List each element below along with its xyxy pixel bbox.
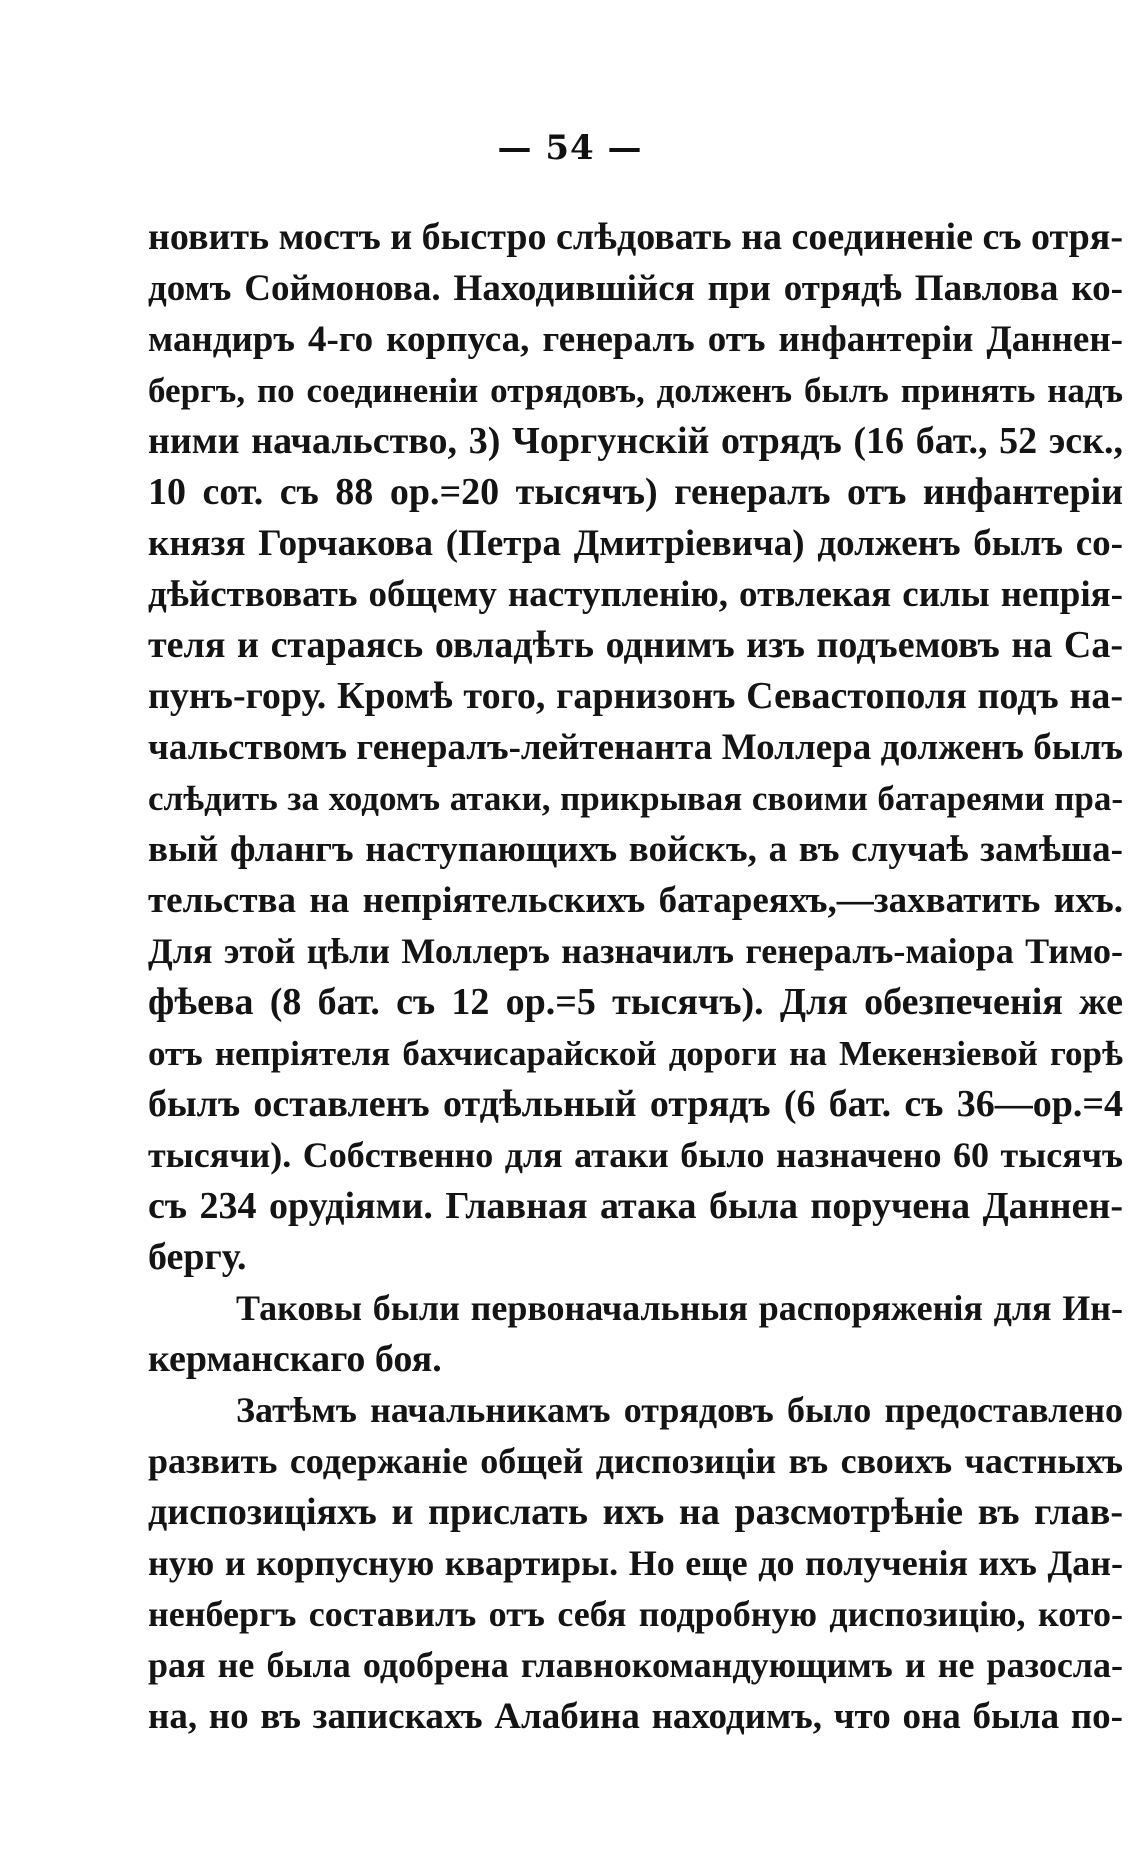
text-line: пунъ-гору. Кромѣ того, гарнизонъ Севастополя подъ на-	[148, 675, 1123, 717]
text-line: Затѣмъ начальникамъ отрядовъ было предоставлено	[236, 1390, 1123, 1430]
text-line: рая не была одобрена главнокомандующимъ и не разосла-	[148, 1645, 1123, 1685]
text-line: чальствомъ генералъ-лейтенанта Моллера долженъ былъ	[148, 727, 1123, 768]
text-line: тельства на непріятельскихъ батареяхъ,—захватить ихъ.	[148, 880, 1123, 921]
text-line: тысячи). Собственно для атаки было назначено 60 тысячъ	[148, 1135, 1123, 1175]
text-line: былъ оставленъ отдѣльный отрядъ (6 бат. съ 36—ор.=4	[148, 1083, 1123, 1125]
text-line: ную и корпусную квартиры. Но еще до полученія ихъ Дан-	[148, 1543, 1123, 1583]
text-line: керманскаго боя.	[148, 1338, 442, 1380]
text-line: развить содержаніе общей диспозиціи въ своихъ частныхъ	[148, 1441, 1123, 1481]
text-line: бергу.	[148, 1236, 247, 1278]
text-line: 10 сот. съ 88 ор.=20 тысячъ) генералъ отъ инфантеріи	[148, 471, 1123, 513]
text-line: князя Горчакова (Петра Дмитріевича) долженъ былъ со-	[148, 523, 1123, 564]
text-line: мандиръ 4-го корпуса, генералъ отъ инфантеріи Даннен-	[148, 319, 1123, 360]
text-line: бергъ, по соединеніи отрядовъ, долженъ былъ принять надъ	[148, 371, 1123, 410]
text-line: домъ Соймонова. Находившійся при отрядѣ Павлова ко-	[148, 268, 1123, 309]
text-line: теля и стараясь овладѣть однимъ изъ подъемовъ на Са-	[148, 624, 1123, 666]
text-line: на, но въ запискахъ Алабина находимъ, что она была по-	[148, 1696, 1123, 1737]
text-line: слѣдить за ходомъ атаки, прикрывая своими батареями пра-	[148, 779, 1123, 818]
text-line: Таковы были первоначальныя распоряженія для Ин-	[236, 1288, 1123, 1328]
page-number: — 54 —	[497, 128, 643, 168]
text-line: ними начальство, 3) Чоргунскій отрядъ (16 бат., 52 эск.,	[148, 420, 1123, 462]
text-line: Для этой цѣли Моллеръ назначилъ генералъ-маіора Тимо-	[148, 931, 1123, 971]
body-text	[148, 212, 1123, 1742]
text-line: новить мостъ и быстро слѣдовать на соединеніе съ отря-	[148, 216, 1123, 258]
text-line: диспозиціяхъ и прислать ихъ на разсмотрѣніе въ глав-	[148, 1491, 1123, 1533]
text-line: ненбергъ составилъ отъ себя подробную диспозицію, кото-	[148, 1594, 1123, 1634]
text-line: дѣйствовать общему наступленію, отвлекая силы непрія-	[148, 574, 1123, 615]
text-line: фѣева (8 бат. съ 12 ор.=5 тысячъ). Для обезпеченія же	[148, 981, 1123, 1023]
text-line: отъ непріятеля бахчисарайской дороги на Мекензіевой горѣ	[148, 1034, 1123, 1073]
text-line: вый флангъ наступающихъ войскъ, а въ случаѣ замѣша-	[148, 829, 1123, 870]
text-line: съ 234 орудіями. Главная атака была поручена Даннен-	[148, 1185, 1123, 1227]
